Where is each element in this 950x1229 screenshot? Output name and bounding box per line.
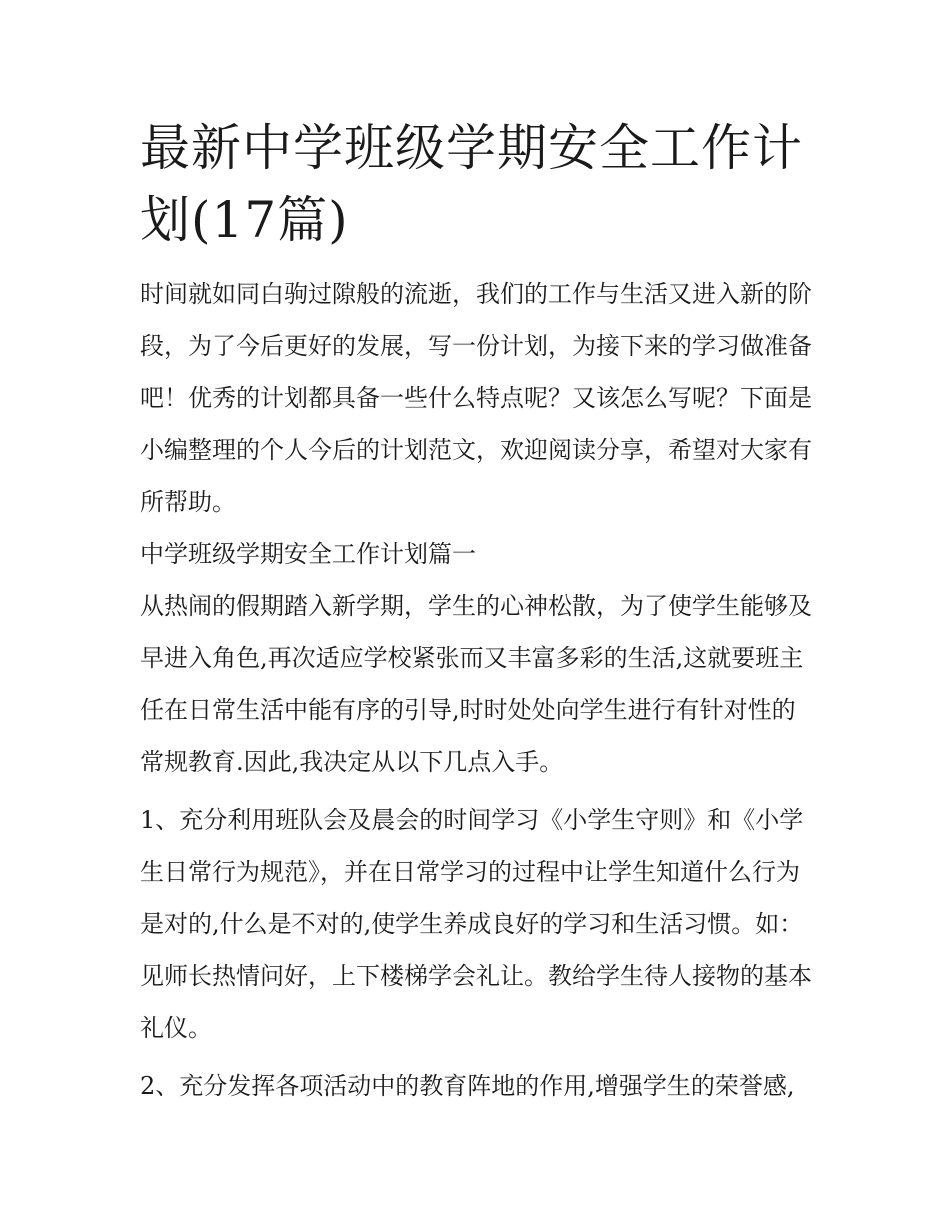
list-item: 2、充分发挥各项活动中的教育阵地的作用,增强学生的荣誉感, (140, 1072, 795, 1100)
intro-paragraph: 时间就如同白驹过隙般的流逝，我们的工作与生活又进入新的阶段，为了今后更好的发展，写一份计划，为接下来的学习做准备吧！优秀的计划都具备一些什么特点呢？又该怎么写呢？下面是小编整理的个人今后的计划范文，欢迎阅读分享，希望对大家有所帮助。 (140, 280, 812, 516)
document-page (140, 112, 815, 1112)
body-paragraph: 从热闹的假期踏入新学期，学生的心神松散，为了使学生能够及早进入角色,再次适应学校紧张而又丰富多彩的生活,这就要班主任在日常生活中能有序的引导,时时处处向学生进行有针对性的常规教育.因此,我决定从以下几点入手。 (140, 592, 812, 776)
section-heading: 中学班级学期安全工作计划篇一 (140, 540, 476, 568)
document-title: 最新中学班级学期安全工作计划(17篇) (140, 119, 803, 249)
list-item: 1、充分利用班队会及晨会的时间学习《小学生守则》和《小学生日常行为规范》，并在日常学习的过程中让学生知道什么行为是对的,什么是不对的,使学生养成良好的学习和生活习惯。如：见师长热情问好，上下楼梯学会礼让。教给学生待人接物的基本礼仪。 (140, 806, 812, 1042)
